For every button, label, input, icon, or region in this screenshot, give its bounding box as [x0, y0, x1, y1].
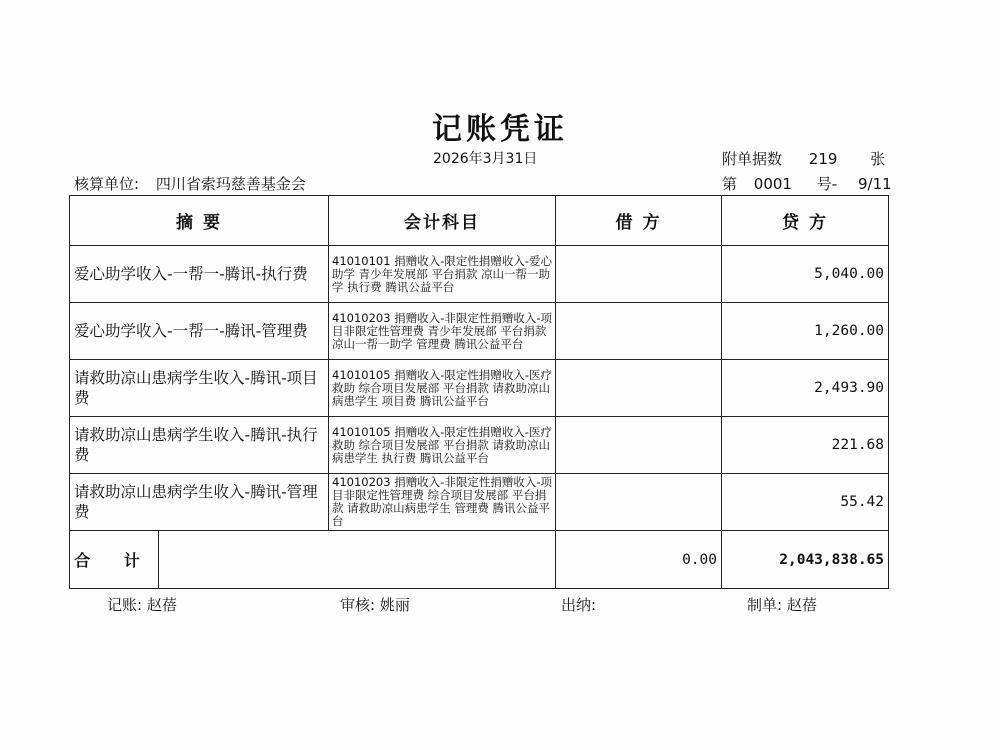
- row-account: 41010105 捐赠收入-限定性捐赠收入-医疗救助 综合项目发展部 平台捐款 请救助凉山病患学生 项目费 腾讯公益平台: [329, 360, 556, 417]
- voucher-prefix: 第: [722, 175, 738, 193]
- entity-name: 四川省索玛慈善基金会: [155, 175, 306, 193]
- row-summary: 请救助凉山患病学生收入-腾讯-管理费: [70, 474, 329, 531]
- total-debit: 0.00: [556, 531, 722, 589]
- row-credit: 2,493.90: [722, 360, 889, 417]
- header-debit: 借 方: [556, 196, 722, 246]
- entity-label: 核算单位:: [74, 175, 140, 193]
- table-row: [70, 246, 889, 303]
- attachment-count: [722, 148, 885, 169]
- voucher-no: 0001: [753, 175, 792, 193]
- total-blank: [159, 531, 556, 589]
- total-label: 合 计: [70, 531, 159, 589]
- row-summary: 爱心助学收入-一帮一-腾讯-管理费: [70, 303, 329, 360]
- voucher-page: 9/11: [857, 175, 892, 193]
- voucher-mid: 号-: [816, 175, 838, 193]
- header-summary: 摘 要: [70, 196, 329, 246]
- voucher-number: [722, 173, 892, 194]
- total-row: [70, 531, 889, 589]
- reviewer-signature: 审核: 姚丽: [340, 596, 410, 614]
- total-credit: 2,043,838.65: [722, 531, 889, 589]
- row-credit: 221.68: [722, 417, 889, 474]
- table-row: [70, 417, 889, 474]
- accounting-entity: [74, 173, 306, 194]
- row-account: 41010101 捐赠收入-限定性捐赠收入-爱心助学 青少年发展部 平台捐款 凉山一帮一助学 执行费 腾讯公益平台: [329, 246, 556, 303]
- row-summary: 请救助凉山患病学生收入-腾讯-项目费: [70, 360, 329, 417]
- voucher-title: 记账凭证: [432, 112, 568, 147]
- row-credit: 5,040.00: [722, 246, 889, 303]
- row-debit: [556, 303, 722, 360]
- header-credit: 贷 方: [722, 196, 889, 246]
- row-credit: 1,260.00: [722, 303, 889, 360]
- row-summary: 请救助凉山患病学生收入-腾讯-执行费: [70, 417, 329, 474]
- row-account: 41010203 捐赠收入-非限定性捐赠收入-项目非限定性管理费 综合项目发展部 平台捐款 请救助凉山病患学生 管理费 腾讯公益平台: [329, 474, 556, 531]
- row-account: 41010105 捐赠收入-限定性捐赠收入-医疗救助 综合项目发展部 平台捐款 请救助凉山病患学生 执行费 腾讯公益平台: [329, 417, 556, 474]
- voucher-table: [69, 195, 889, 589]
- row-debit: [556, 246, 722, 303]
- attachment-unit: 张: [870, 150, 886, 168]
- cashier-signature: 出纳:: [561, 596, 597, 614]
- row-summary: 爱心助学收入-一帮一-腾讯-执行费: [70, 246, 329, 303]
- table-row: [70, 303, 889, 360]
- bookkeeper-signature: 记账: 赵蓓: [107, 596, 177, 614]
- row-credit: 55.42: [722, 474, 889, 531]
- attachment-number: 219: [808, 150, 838, 168]
- header-row: [70, 196, 889, 246]
- header-account: 会计科目: [329, 196, 556, 246]
- row-account: 41010203 捐赠收入-非限定性捐赠收入-项目非限定性管理费 青少年发展部 平台捐款 凉山一帮一助学 管理费 腾讯公益平台: [329, 303, 556, 360]
- voucher-date: 2026年3月31日: [433, 151, 538, 167]
- row-debit: [556, 417, 722, 474]
- preparer-signature: 制单: 赵蓓: [747, 596, 817, 614]
- table-row: [70, 474, 889, 531]
- row-debit: [556, 360, 722, 417]
- row-debit: [556, 474, 722, 531]
- attachment-label: 附单据数: [722, 150, 783, 168]
- table-row: [70, 360, 889, 417]
